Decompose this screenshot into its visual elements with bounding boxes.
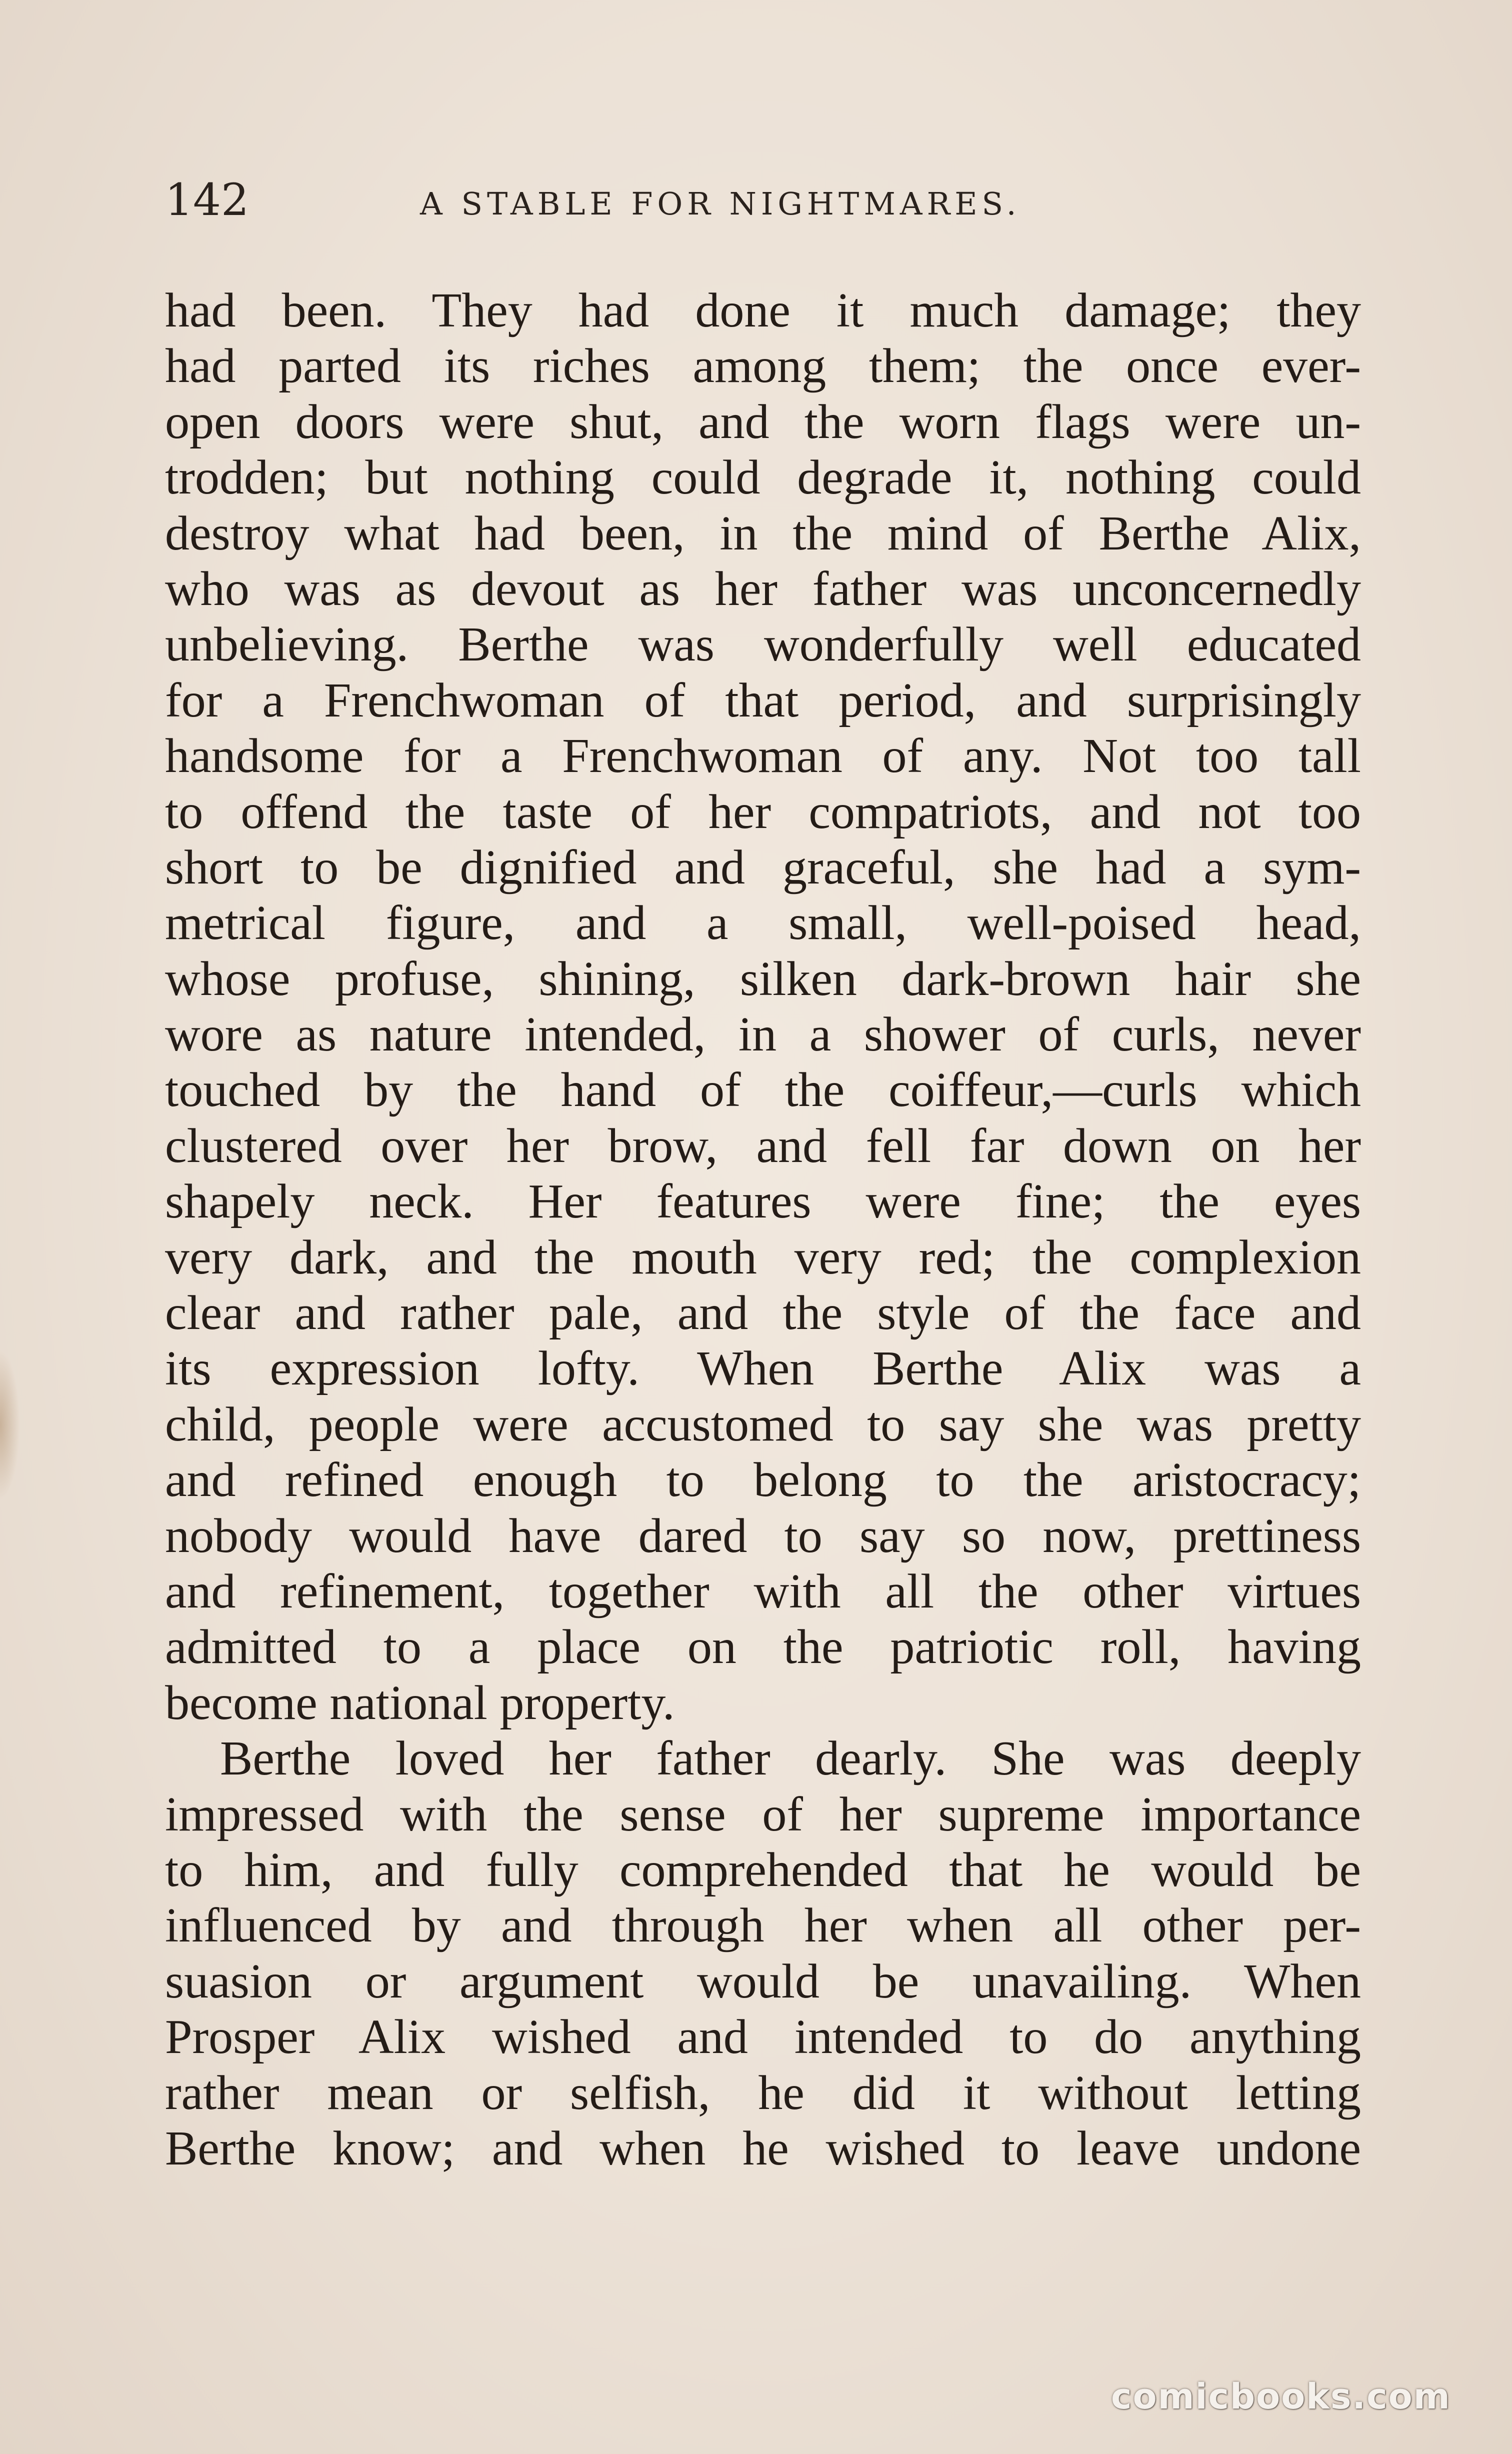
text-line: and refined enough to belong to the aristocracy; xyxy=(165,1453,1361,1508)
text-line: clustered over her brow, and fell far down on her xyxy=(165,1118,1361,1173)
text-line: impressed with the sense of her supreme importance xyxy=(165,1787,1361,1842)
text-line: open doors were shut, and the worn flags were un- xyxy=(165,394,1361,449)
text-line: unbelieving. Berthe was wonderfully well educated xyxy=(165,618,1361,672)
text-line: whose profuse, shining, silken dark-brown hair she xyxy=(165,952,1361,1006)
text-line: nobody would have dared to say so now, prettiness xyxy=(165,1508,1361,1563)
text-line: rather mean or selfish, he did it without letting xyxy=(165,2066,1361,2120)
text-line: Berthe loved her father dearly. She was deeply xyxy=(220,1732,1361,1786)
text-line: Berthe know; and when he wished to leave undone xyxy=(165,2121,1361,2176)
page-stain xyxy=(0,1350,20,1500)
text-line: touched by the hand of the coiffeur,—curls which xyxy=(165,1063,1361,1118)
text-line: had been. They had done it much damage; they xyxy=(165,284,1361,338)
text-line: to offend the taste of her compatriots, and not too xyxy=(165,784,1361,839)
text-line: its expression lofty. When Berthe Alix was a xyxy=(165,1342,1361,1396)
text-line: destroy what had been, in the mind of Berthe Alix, xyxy=(165,506,1361,560)
text-line: shapely neck. Her features were fine; the eyes xyxy=(165,1174,1361,1229)
text-line: for a Frenchwoman of that period, and surprisingly xyxy=(165,673,1361,728)
text-line: had parted its riches among them; the once ever- xyxy=(165,339,1361,394)
paragraph-2 xyxy=(165,1731,1361,2176)
watermark: comicbooks.com xyxy=(1111,2376,1451,2417)
running-head xyxy=(165,172,1365,232)
text-line: and refinement, together with all the other virtues xyxy=(165,1564,1361,1618)
text-line: wore as nature intended, in a shower of curls, never xyxy=(165,1008,1361,1062)
text-line: child, people were accustomed to say she was pretty xyxy=(165,1397,1361,1452)
text-line: influenced by and through her when all other per- xyxy=(165,1898,1361,1953)
text-line: clear and rather pale, and the style of the face and xyxy=(165,1286,1361,1340)
text-line: who was as devout as her father was unconcernedly xyxy=(165,562,1361,616)
running-title: A STABLE FOR NIGHTMARES. xyxy=(420,186,1021,222)
text-line: very dark, and the mouth very red; the complexion xyxy=(165,1230,1361,1284)
text-line: metrical figure, and a small, well-poised head, xyxy=(165,896,1361,950)
text-line: handsome for a Frenchwoman of any. Not too tall xyxy=(165,729,1361,784)
page-number: 142 xyxy=(165,174,249,226)
text-line: trodden; but nothing could degrade it, nothing could xyxy=(165,450,1361,505)
text-line: admitted to a place on the patriotic roll, having xyxy=(165,1620,1361,1674)
text-line: Prosper Alix wished and intended to do anything xyxy=(165,2010,1361,2064)
body-text xyxy=(165,283,1361,2176)
paragraph-1 xyxy=(165,283,1361,1731)
text-line: suasion or argument would be unavailing. When xyxy=(165,1954,1361,2008)
text-line: to him, and fully comprehended that he would be xyxy=(165,1842,1361,1897)
text-line: short to be dignified and graceful, she had a sym- xyxy=(165,840,1361,894)
text-line: become national property. xyxy=(165,1676,675,1730)
